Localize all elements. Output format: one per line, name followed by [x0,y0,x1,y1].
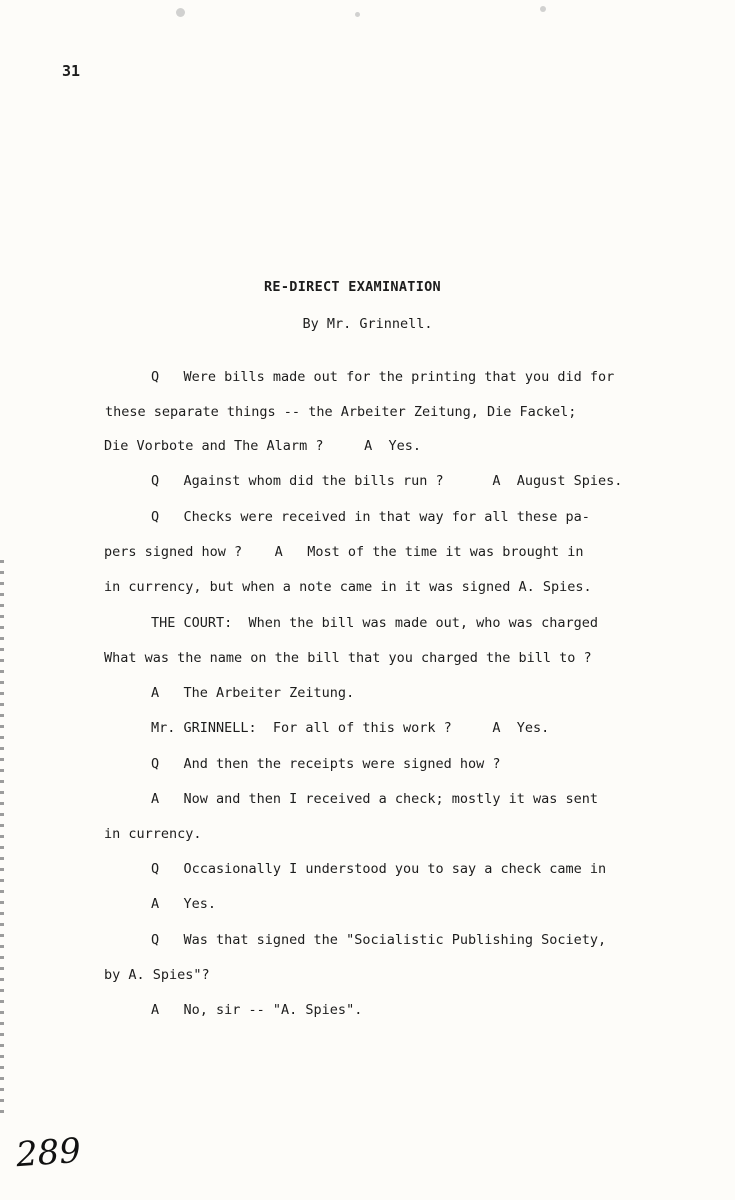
transcript-line: by A. Spies"? [104,967,210,983]
transcript-line: A No, sir -- "A. Spies". [151,1002,363,1018]
transcript-line: pers signed how ? A Most of the time it was brought in [104,544,584,560]
transcript-line: A Yes. [151,896,217,912]
transcript-line: Q Checks were received in that way for all these pa- [151,509,590,525]
examiner-line: By Mr. Grinnell. [302,316,433,332]
paper-speck [176,8,185,17]
transcript-line: What was the name on the bill that you charged the bill to ? [104,650,592,666]
transcript-line: in currency, but when a note came in it was signed A. Spies. [104,579,592,595]
transcript-line: Q Occasionally I understood you to say a check came in [151,861,607,877]
section-heading: RE-DIRECT EXAMINATION [264,279,441,295]
handwritten-page-number: 289 [14,1130,83,1176]
page-number: 31 [62,62,81,80]
transcript-line: Q Against whom did the bills run ? A August Spies. [151,473,623,489]
transcript-line: Die Vorbote and The Alarm ? A Yes. [104,438,421,454]
transcript-line: THE COURT: When the bill was made out, who was charged [151,615,599,631]
transcript-line: Q And then the receipts were signed how ? [151,756,501,772]
paper-speck [355,12,360,17]
transcript-line: in currency. [104,826,202,842]
transcript-line: Mr. GRINNELL: For all of this work ? A Yes. [151,720,550,736]
transcript-line: Q Were bills made out for the printing that you did for [151,369,615,385]
transcript-line: Q Was that signed the "Socialistic Publishing Society, [151,932,607,948]
transcript-line: A The Arbeiter Zeitung. [151,685,355,701]
transcript-line: these separate things -- the Arbeiter Zeitung, Die Fackel; [105,404,577,420]
transcript-line: A Now and then I received a check; mostly it was sent [151,791,599,807]
binding-edge [0,560,4,1120]
paper-speck [540,6,546,12]
